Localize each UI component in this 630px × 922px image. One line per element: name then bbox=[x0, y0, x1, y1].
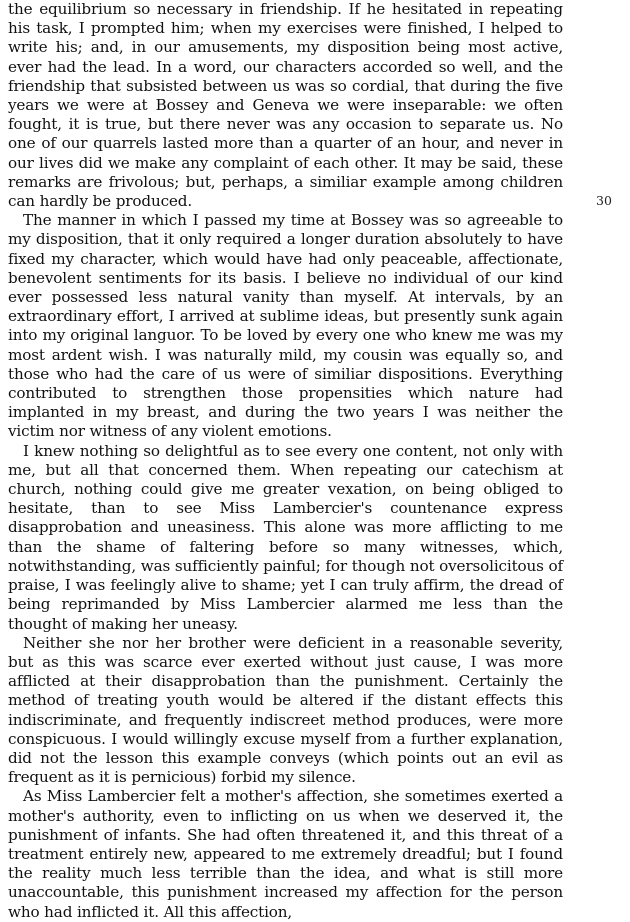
paragraph-mother-authority: As Miss Lambercier felt a mother's affection, she sometimes exerted a mother's authority, even to inflicting on us when we deserved it, the punishment of infants. She had often threatened it, and this threat of a treatment entirely new, appeared to me extremely dreadful; but I found the reality much less terrible than the idea, and what is still more unaccountable, this punishment increased my affection for the person who had inflicted it. All this affection, bbox=[8, 787, 563, 921]
body-text bbox=[8, 0, 563, 922]
paragraph-severity: Neither she nor her brother were deficient in a reasonable severity, but as this was scarce ever exerted without just cause, I was more afflicted at their disapprobation than the punishment. Certainly the method of treating youth would be altered if the distant effects this indiscriminate, and frequently indiscreet method produces, were more conspicuous. I would willingly excuse myself from a further explanation, did not the lesson this example conveys (which points out an evil as frequent as it is pernicious) forbid my silence. bbox=[8, 633, 563, 787]
paragraph-continuation: the equilibrium so necessary in friendship. If he hesitated in repeating his task, I prompted him; when my exercises were finished, I helped to write his; and, in our amusements, my disposition being most active, ever had the lead. In a word, our characters accorded so well, and the friendship that subsisted between us was so cordial, that during the five years we were at Bossey and Geneva we were inseparable: we often fought, it is true, but there never was any occasion to separate us. No one of our quarrels lasted more than a quarter of an hour, and never in our lives did we make any complaint of each other. It may be said, these remarks are frivolous; but, perhaps, a similiar example among children can hardly be produced. bbox=[8, 0, 563, 211]
paragraph-bossey-manner: The manner in which I passed my time at Bossey was so agreeable to my disposition, that it only required a longer duration absolutely to have fixed my character, which would have had only peaceable, affectionate, benevolent sentiments for its basis. I believe no individual of our kind ever possessed less natural vanity than myself. At intervals, by an extraordinary effort, I arrived at sublime ideas, but presently sunk again into my original languor. To be loved by every one who knew me was my most ardent wish. I was naturally mild, my cousin was equally so, and those who had the care of us were of similiar dispositions. Everything contributed to strengthen those propensities which nature had implanted in my breast, and during the two years I was neither the victim nor witness of any violent emotions. bbox=[8, 211, 563, 441]
paragraph-catechism: I knew nothing so delightful as to see every one content, not only with me, but all that concerned them. When repeating our catechism at church, nothing could give me greater vexation, on being obliged to hesitate, than to see Miss Lambercier's countenance express disapprobation and uneasiness. This alone was more afflicting to me than the shame of faltering before so many witnesses, which, notwithstanding, was sufficiently painful; for though not oversolicitous of praise, I was feelingly alive to shame; yet I can truly affirm, the dread of being reprimanded by Miss Lambercier alarmed me less than the thought of making her uneasy. bbox=[8, 441, 563, 633]
margin-line-number: 30 bbox=[596, 193, 612, 208]
